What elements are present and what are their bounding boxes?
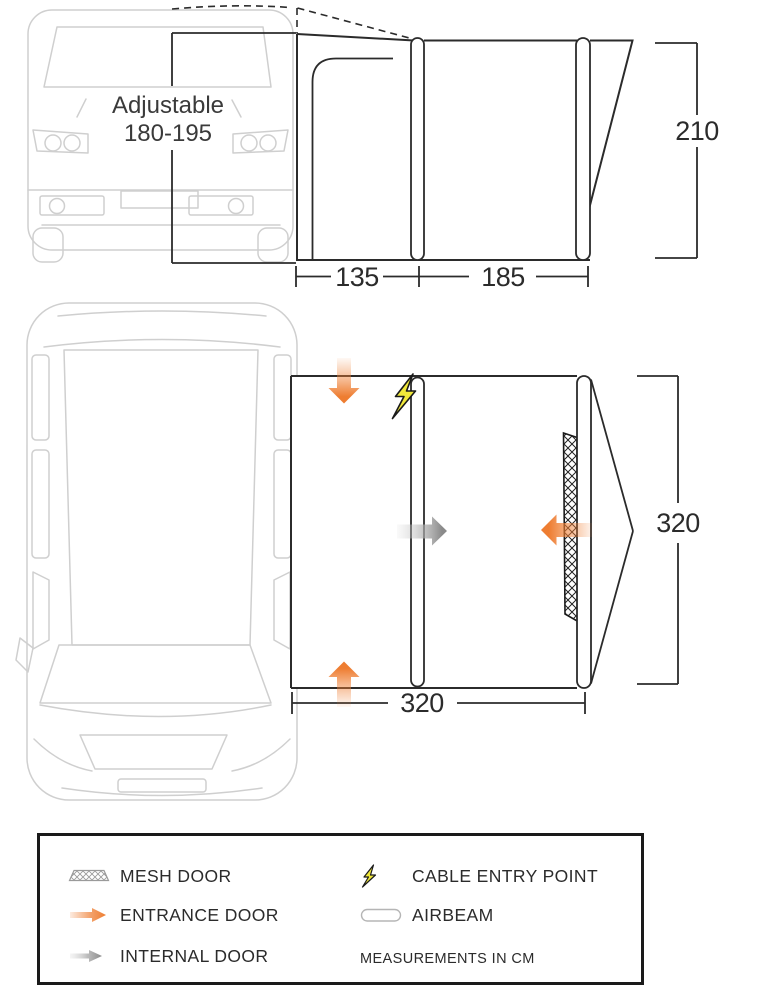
legend-row-internal-door <box>68 941 268 971</box>
dim-width-right-label: 185 <box>481 262 525 292</box>
window-right-rear <box>274 355 291 440</box>
dim-height-label: 210 <box>675 116 719 146</box>
legend-label-mesh-door: MESH DOOR <box>120 865 232 886</box>
dim-width-label: 320 <box>400 688 444 718</box>
tailgate-edge <box>58 311 266 316</box>
dimension-210 <box>655 43 697 258</box>
fog-lamp-left <box>40 196 104 215</box>
window-left-front <box>33 572 49 649</box>
legend-row-units-note <box>360 944 535 974</box>
measurements-note: MEASUREMENTS IN CM <box>360 951 535 967</box>
license-plate <box>121 191 198 208</box>
legend-label-cable-entry: CABLE ENTRY POINT <box>412 865 599 886</box>
window-right-mid <box>274 450 291 558</box>
legend-box <box>37 833 644 985</box>
legend-label-airbeam: AIRBEAM <box>412 904 494 925</box>
airbeam-pole-rear <box>576 38 590 260</box>
dim-depth-label: 320 <box>656 508 700 538</box>
adjustable-label-line2: 180-195 <box>123 120 213 147</box>
headlight-right <box>233 130 288 153</box>
window-left-mid <box>32 450 49 558</box>
adjustable-label-line1: Adjustable <box>111 92 225 119</box>
wiper-left <box>77 99 86 117</box>
dim-width-left-label: 135 <box>335 262 379 292</box>
legend-label-entrance-door: ENTRANCE DOOR <box>120 904 279 925</box>
legend-row-mesh-door <box>68 861 232 891</box>
legend-label-internal-door: INTERNAL DOOR <box>120 945 269 966</box>
window-right-front <box>274 572 290 649</box>
headlight-left <box>33 130 88 153</box>
awning-porch-fill <box>591 380 633 684</box>
bonnet-edge <box>40 705 271 717</box>
legend-row-cable-entry <box>360 861 598 891</box>
windscreen <box>40 645 271 703</box>
van-top-outline <box>16 303 308 800</box>
airbeam-pole-front <box>411 38 424 260</box>
legend-row-entrance-door <box>68 900 279 930</box>
plan-view-diagram <box>0 290 763 820</box>
window-left-rear <box>32 355 49 440</box>
roof-panel <box>64 350 258 645</box>
bonnet-panel <box>80 735 227 769</box>
mirror-left <box>16 638 33 672</box>
front-plate <box>118 779 206 792</box>
legend-row-airbeam <box>360 900 494 930</box>
side-view-diagram <box>0 0 763 300</box>
wiper-right <box>232 100 241 117</box>
